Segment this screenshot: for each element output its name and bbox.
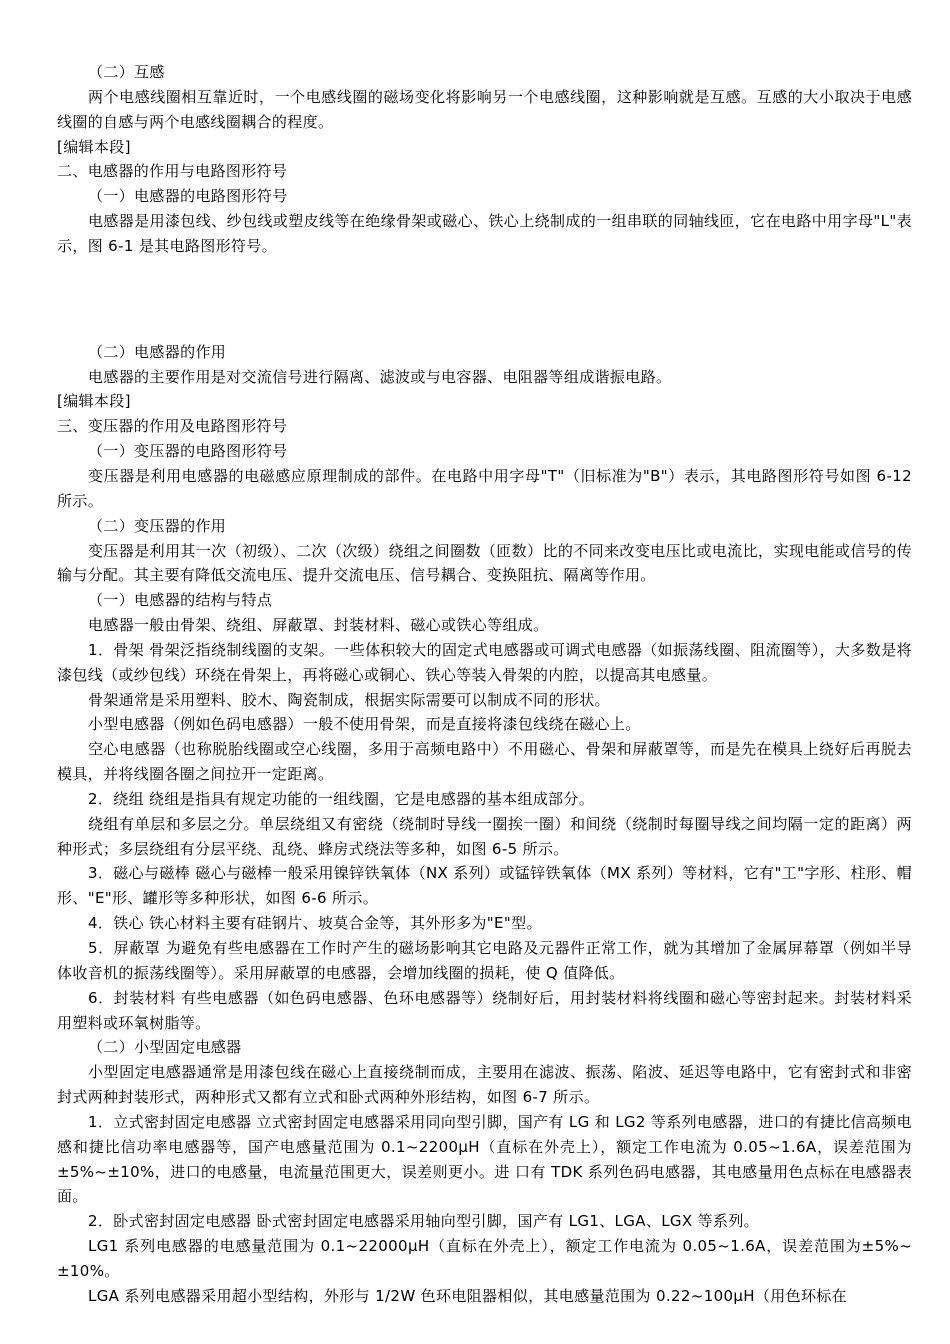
body-paragraph: LG1 系列电感器的电感量范围为 0.1~22000μH（直标在外壳上），额定工作电流为 0.05~1.6A，误差范围为±5%~±10%。 bbox=[57, 1237, 912, 1280]
body-paragraph: 小型电感器（例如色码电感器）一般不使用骨架，而是直接将漆包线绕在磁心上。 bbox=[88, 715, 641, 734]
body-paragraph: 1．立式密封固定电感器 立式密封固定电感器采用同向型引脚，国产有 LG 和 LG2 等系列电感器，进口的有捷比信高频电感和捷比信功率电感器等，国产电感量范围为 0.1~2200μH（直标在外壳上），额定工作电流为 0.05~1.6A，误差范围为±5%~±10%，进口的电感量，电流量范围更大，误差则更小。进 口有 TDK 系列色码电感器，其电感量用色点标在电感器表面。 bbox=[57, 1112, 912, 1206]
body-paragraph: 变压器是利用电感器的电磁感应原理制成的部件。在电路中用字母"T"（旧标准为"B"）表示，其电路图形符号如图 6-12 所示。 bbox=[57, 466, 912, 510]
section-heading: 二、电感器的作用与电路图形符号 bbox=[57, 162, 288, 181]
body-paragraph: 6．封装材料 有些电感器（如色码电感器、色环电感器等）绕制好后，用封装材料将线圈和磁心等密封起来。封装材料采用塑料或环氧树脂等。 bbox=[57, 988, 912, 1032]
body-paragraph: 空心电感器（也称脱胎线圈或空心线圈，多用于高频电路中）不用磁心、骨架和屏蔽罩等，而是先在模具上绕好后再脱去模具，并将线圈各圈之间拉开一定距离。 bbox=[57, 740, 912, 784]
body-paragraph: 2．绕组 绕组是指具有规定功能的一组线圈，它是电感器的基本组成部分。 bbox=[88, 789, 595, 808]
body-paragraph: 电感器是用漆包线、纱包线或塑皮线等在绝缘骨架或磁心、铁心上绕制成的一组串联的同轴线匝，它在电路中用字母"L"表示，图 6-1 是其电路图形符号。 bbox=[57, 212, 912, 255]
body-paragraph: 电感器的主要作用是对交流信号进行隔离、滤波或与电容器、电阻器等组成谐振电路。 bbox=[88, 367, 672, 386]
subsection-heading: （二）电感器的作用 bbox=[88, 342, 227, 361]
subsection-heading: （二）变压器的作用 bbox=[88, 516, 227, 535]
body-paragraph: 小型固定电感器通常是用漆包线在磁心上直接绕制而成，主要用在滤波、振荡、陷波、延迟等电路中，它有密封式和非密封式两种封装形式，两种形式又都有立式和卧式两种外形结构，如图 6-7 所示。 bbox=[57, 1063, 912, 1107]
document-page bbox=[57, 60, 912, 1309]
body-paragraph: 骨架通常是采用塑料、胶木、陶瓷制成，根据实际需要可以制成不同的形状。 bbox=[88, 690, 610, 709]
body-paragraph: LGA 系列电感器采用超小型结构，外形与 1/2W 色环电阻器相似，其电感量范围为 0.22~100μH（用色环标在 bbox=[88, 1286, 848, 1305]
body-paragraph: 绕组有单层和多层之分。单层绕组又有密绕（绕制时导线一圈挨一圈）和间绕（绕制时每圈导线之间均隔一定的距离）两种形式；多层绕组有分层平绕、乱绕、蜂房式绕法等多种，如图 6-5 所示。 bbox=[57, 814, 912, 858]
body-paragraph: 4．铁心 铁心材料主要有硅钢片、坡莫合金等，其外形多为"E"型。 bbox=[88, 914, 542, 933]
body-paragraph: 1．骨架 骨架泛指绕制线圈的支架。一些体积较大的固定式电感器或可调式电感器（如振荡线圈、阻流圈等），大多数是将漆包线（或纱包线）环绕在骨架上，再将磁心或铜心、铁心等装入骨架的内腔，以提高其电感量。 bbox=[57, 640, 912, 684]
body-paragraph: 3．磁心与磁棒 磁心与磁棒一般采用镍锌铁氧体（NX 系列）或锰锌铁氧体（MX 系列）等材料，它有"工"字形、柱形、帽形、"E"形、罐形等多种形状，如图 6-6 所示。 bbox=[57, 864, 912, 908]
body-paragraph: 变压器是利用其一次（初级）、二次（次级）绕组之间圈数（匝数）比的不同来改变电压比或电流比，实现电能或信号的传输与分配。其主要有降低交流电压、提升交流电压、信号耦合、变换阻抗、隔离等作用。 bbox=[57, 541, 912, 585]
subsection-heading: （二）小型固定电感器 bbox=[88, 1038, 242, 1057]
section-heading: [编辑本段] bbox=[57, 392, 131, 411]
body-paragraph: 2．卧式密封固定电感器 卧式密封固定电感器采用轴向型引脚，国产有 LG1、LGA、LGX 等系列。 bbox=[88, 1212, 760, 1231]
subsection-heading: （二）互感 bbox=[88, 63, 165, 81]
figure-gap bbox=[57, 275, 912, 324]
subsection-heading: （一）电感器的电路图形符号 bbox=[88, 187, 288, 206]
subsection-heading: （一）变压器的电路图形符号 bbox=[88, 442, 288, 461]
body-paragraph: 5．屏蔽罩 为避免有些电感器在工作时产生的磁场影响其它电路及元器件正常工作，就为其增加了金属屏幕罩（例如半导体收音机的振荡线圈等）。采用屏蔽罩的电感器，会增加线圈的损耗，使 Q 值降低。 bbox=[57, 939, 912, 982]
body-paragraph: 电感器一般由骨架、绕组、屏蔽罩、封装材料、磁心或铁心等组成。 bbox=[88, 616, 549, 635]
body-paragraph: 两个电感线圈相互靠近时，一个电感线圈的磁场变化将影响另一个电感线圈，这种影响就是互感。互感的大小取决于电感线圈的自感与两个电感线圈耦合的程度。 bbox=[57, 87, 912, 131]
section-heading: 三、变压器的作用及电路图形符号 bbox=[57, 417, 288, 436]
subsection-heading: （一）电感器的结构与特点 bbox=[88, 591, 273, 610]
section-heading: [编辑本段] bbox=[57, 137, 131, 156]
